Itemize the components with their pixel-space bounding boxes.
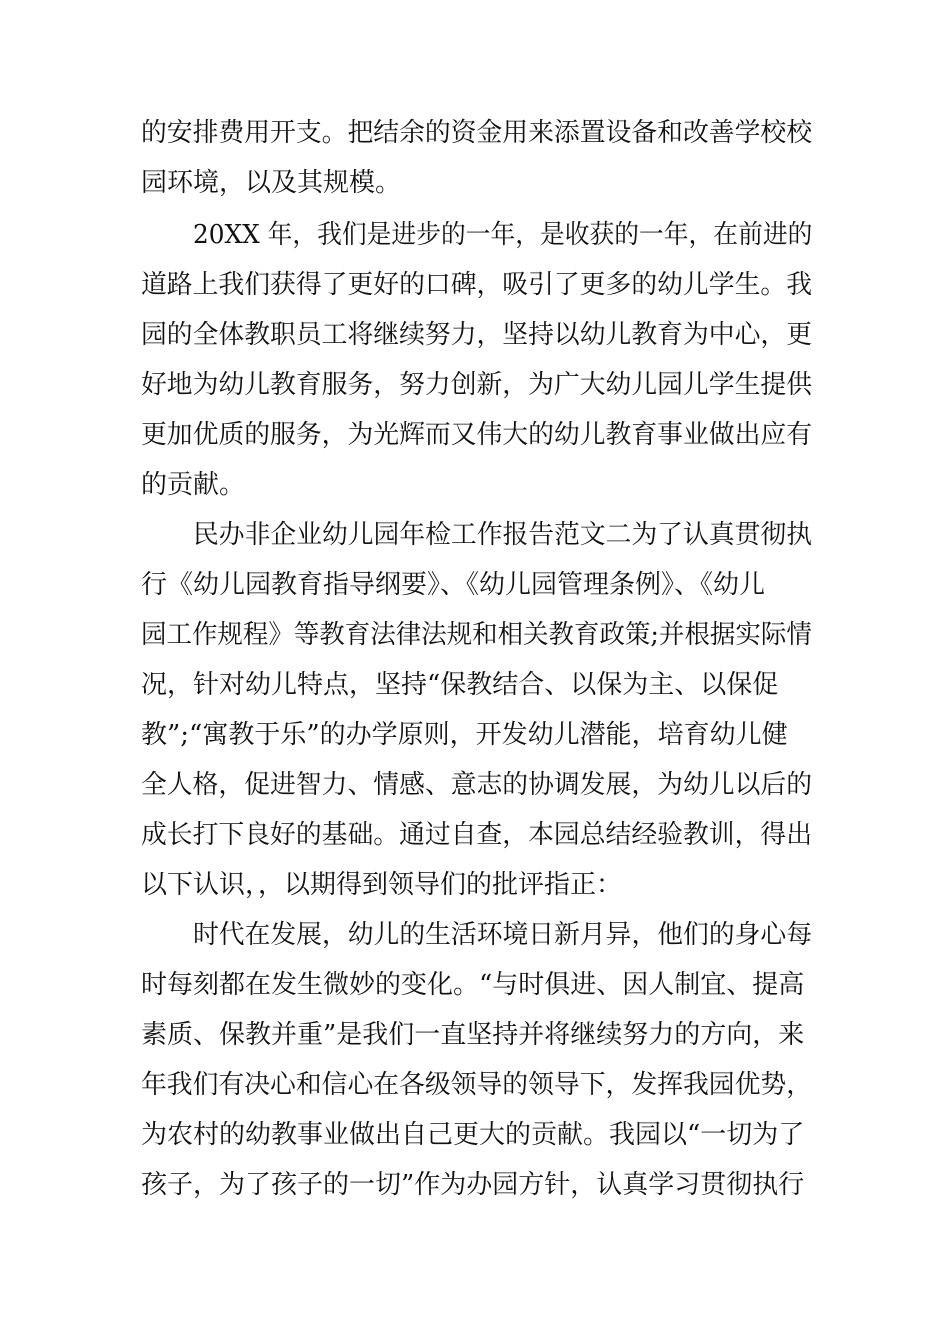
text-line: 全人格，促进智力、情感、意志的协调发展，为幼儿以后的 bbox=[141, 770, 813, 800]
text-line: 园工作规程》等教育法律法规和相关教育政策;并根据实际情 bbox=[141, 620, 812, 650]
text-line: 为农村的幼教事业做出自己更大的贡献。我园以“一切为了 bbox=[141, 1120, 805, 1150]
text-line: 行《幼儿园教育指导纲要》、《幼儿园管理条例》、《幼儿 bbox=[141, 570, 766, 600]
text-line: 民办非企业幼儿园年检工作报告范文二为了认真贯彻执 bbox=[193, 520, 813, 550]
text-line: 园环境，以及其规模。 bbox=[141, 168, 402, 198]
text-line: 素质、保教并重”是我们一直坚持并将继续努力的方向，来 bbox=[141, 1020, 805, 1050]
text-line: 时每刻都在发生微妙的变化。“与时俱进、因人制宜、提高 bbox=[141, 970, 805, 1000]
text-line: 况，针对幼儿特点，坚持“保教结合、以保为主、以保促 bbox=[141, 670, 779, 700]
text-line: 的安排费用开支。把结余的资金用来添置设备和改善学校校 bbox=[141, 118, 813, 148]
text-line: 园的全体教职员工将继续努力，坚持以幼儿教育为中心，更 bbox=[141, 320, 813, 350]
text-line: 的贡献。 bbox=[141, 470, 246, 500]
text-line: 道路上我们获得了更好的口碑，吸引了更多的幼儿学生。我 bbox=[141, 270, 813, 300]
text-line: 更加优质的服务，为光辉而又伟大的幼儿教育事业做出应有 bbox=[141, 420, 813, 450]
text-line: 以下认识，，以期得到领导们的批评指正： bbox=[141, 870, 623, 900]
text-line: 好地为幼儿教育服务，努力创新，为广大幼儿园儿学生提供 bbox=[141, 370, 813, 400]
text-line: 孩子，为了孩子的一切”作为办园方针，认真学习贯彻执行 bbox=[141, 1170, 805, 1200]
text-line: 教”;“寓教于乐”的办学原则，开发幼儿潜能，培育幼儿健 bbox=[141, 720, 788, 750]
text-line: 时代在发展，幼儿的生活环境日新月异，他们的身心每 bbox=[193, 920, 813, 950]
text-line: 年我们有决心和信心在各级领导的领导下，发挥我园优势， bbox=[141, 1070, 813, 1100]
text-line: 成长打下良好的基础。通过自查，本园总结经验教训，得出 bbox=[141, 820, 813, 850]
text-line: 20XX 年，我们是进步的一年，是收获的一年，在前进的 bbox=[193, 220, 813, 250]
